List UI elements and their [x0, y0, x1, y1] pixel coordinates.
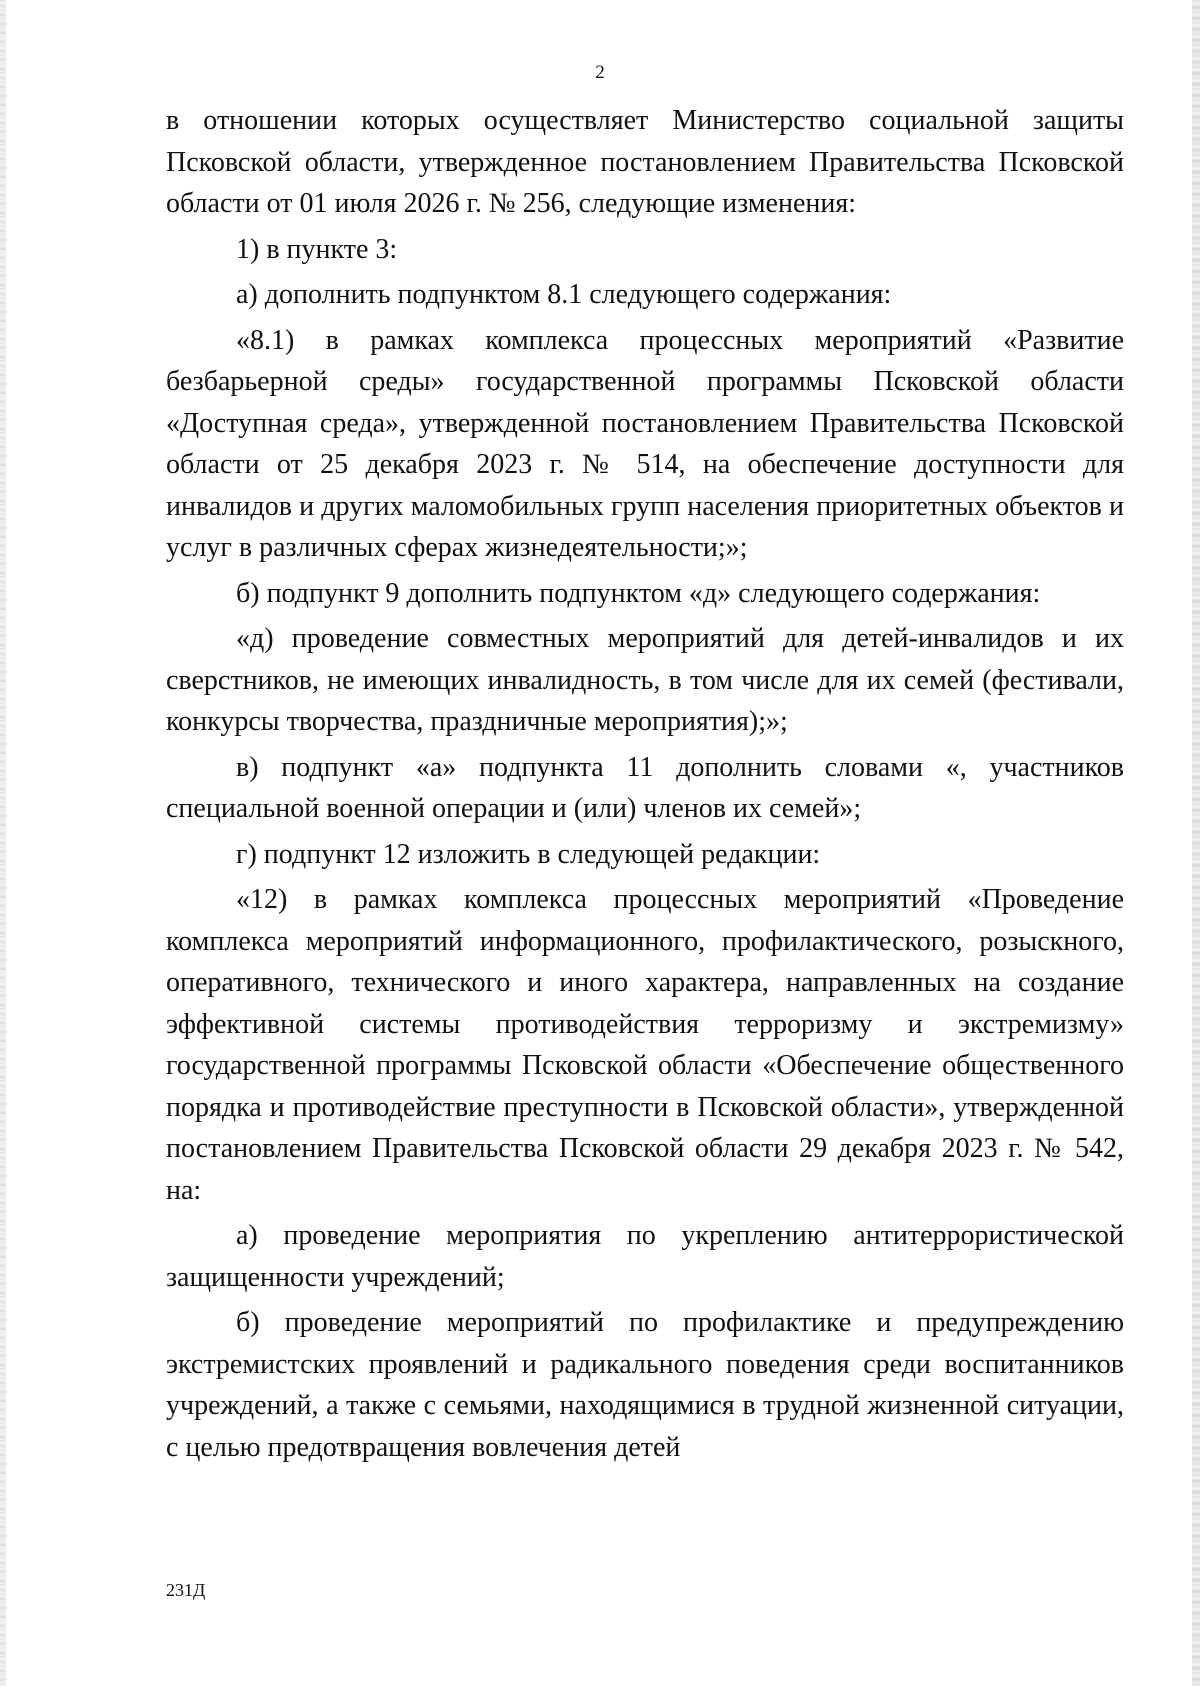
paragraph-subitem-v: в) подпункт «а» подпункта 11 дополнить словами «, участников специальной военной операции и (или) членов их семей»;	[166, 751, 1124, 824]
scan-edge-right	[1192, 0, 1200, 1686]
paragraph-item-1: 1) в пункте 3:	[236, 233, 398, 265]
paragraph-subpoint-d: «д) проведение совместных мероприятий для детей-инвалидов и их сверстников, не имеющих инвалидность, в том числе для их семей (фестивали, конкурсы творчества, праздничные мероприятия);»;	[166, 623, 1124, 737]
document-code: 231Д	[166, 1580, 206, 1600]
paragraph-intro-continuation: в отношении которых осуществляет Министерство социальной защиты Псковской области, утвержденное постановлением Правительства Псковской области от 01 июля 2026 г. № 256, следующие изменения:	[166, 105, 1124, 219]
page-number: 2	[595, 62, 605, 83]
paragraph-subitem-g: г) подпункт 12 изложить в следующей редакции:	[236, 838, 821, 870]
paragraph-12-b: б) проведение мероприятий по профилактике и предупреждению экстремистских проявлений и радикального поведения среди воспитанников учреждений, а также с семьями, находящимися в трудной жизненной ситуации, с целью предотвращения вовлечения детей	[166, 1307, 1124, 1463]
paragraph-subpoint-12: «12) в рамках комплекса процессных мероприятий «Проведение комплекса мероприятий информационного, профилактического, розыскного, оперативного, технического и иного характера, направленных на создание эффективной системы противодействия терроризму и экстремизму» государственной программы Псковской области «Обеспечение общественного порядка и противодействие преступности в Псковской области», утвержденной постановлением Правительства Псковской области 29 декабря 2023 г. № 542, на:	[166, 884, 1124, 1206]
paragraph-12-a: а) проведение мероприятия по укреплению антитеррористической защищенности учреждений;	[166, 1220, 1124, 1293]
document-body	[166, 100, 1124, 1468]
paragraph-subpoint-8-1: «8.1) в рамках комплекса процессных мероприятий «Развитие безбарьерной среды» государственной программы Псковской области «Доступная среда», утвержденной постановлением Правительства Псковской области от 25 декабря 2023 г. № 514, на обеспечение доступности для инвалидов и других маломобильных групп населения приоритетных объектов и услуг в различных сферах жизнедеятельности;»;	[166, 324, 1124, 563]
paragraph-subitem-b: б) подпункт 9 дополнить подпунктом «д» следующего содержания:	[236, 577, 1041, 609]
scan-edge-left	[0, 0, 6, 1686]
paragraph-subitem-a: а) дополнить подпунктом 8.1 следующего содержания:	[236, 279, 892, 310]
